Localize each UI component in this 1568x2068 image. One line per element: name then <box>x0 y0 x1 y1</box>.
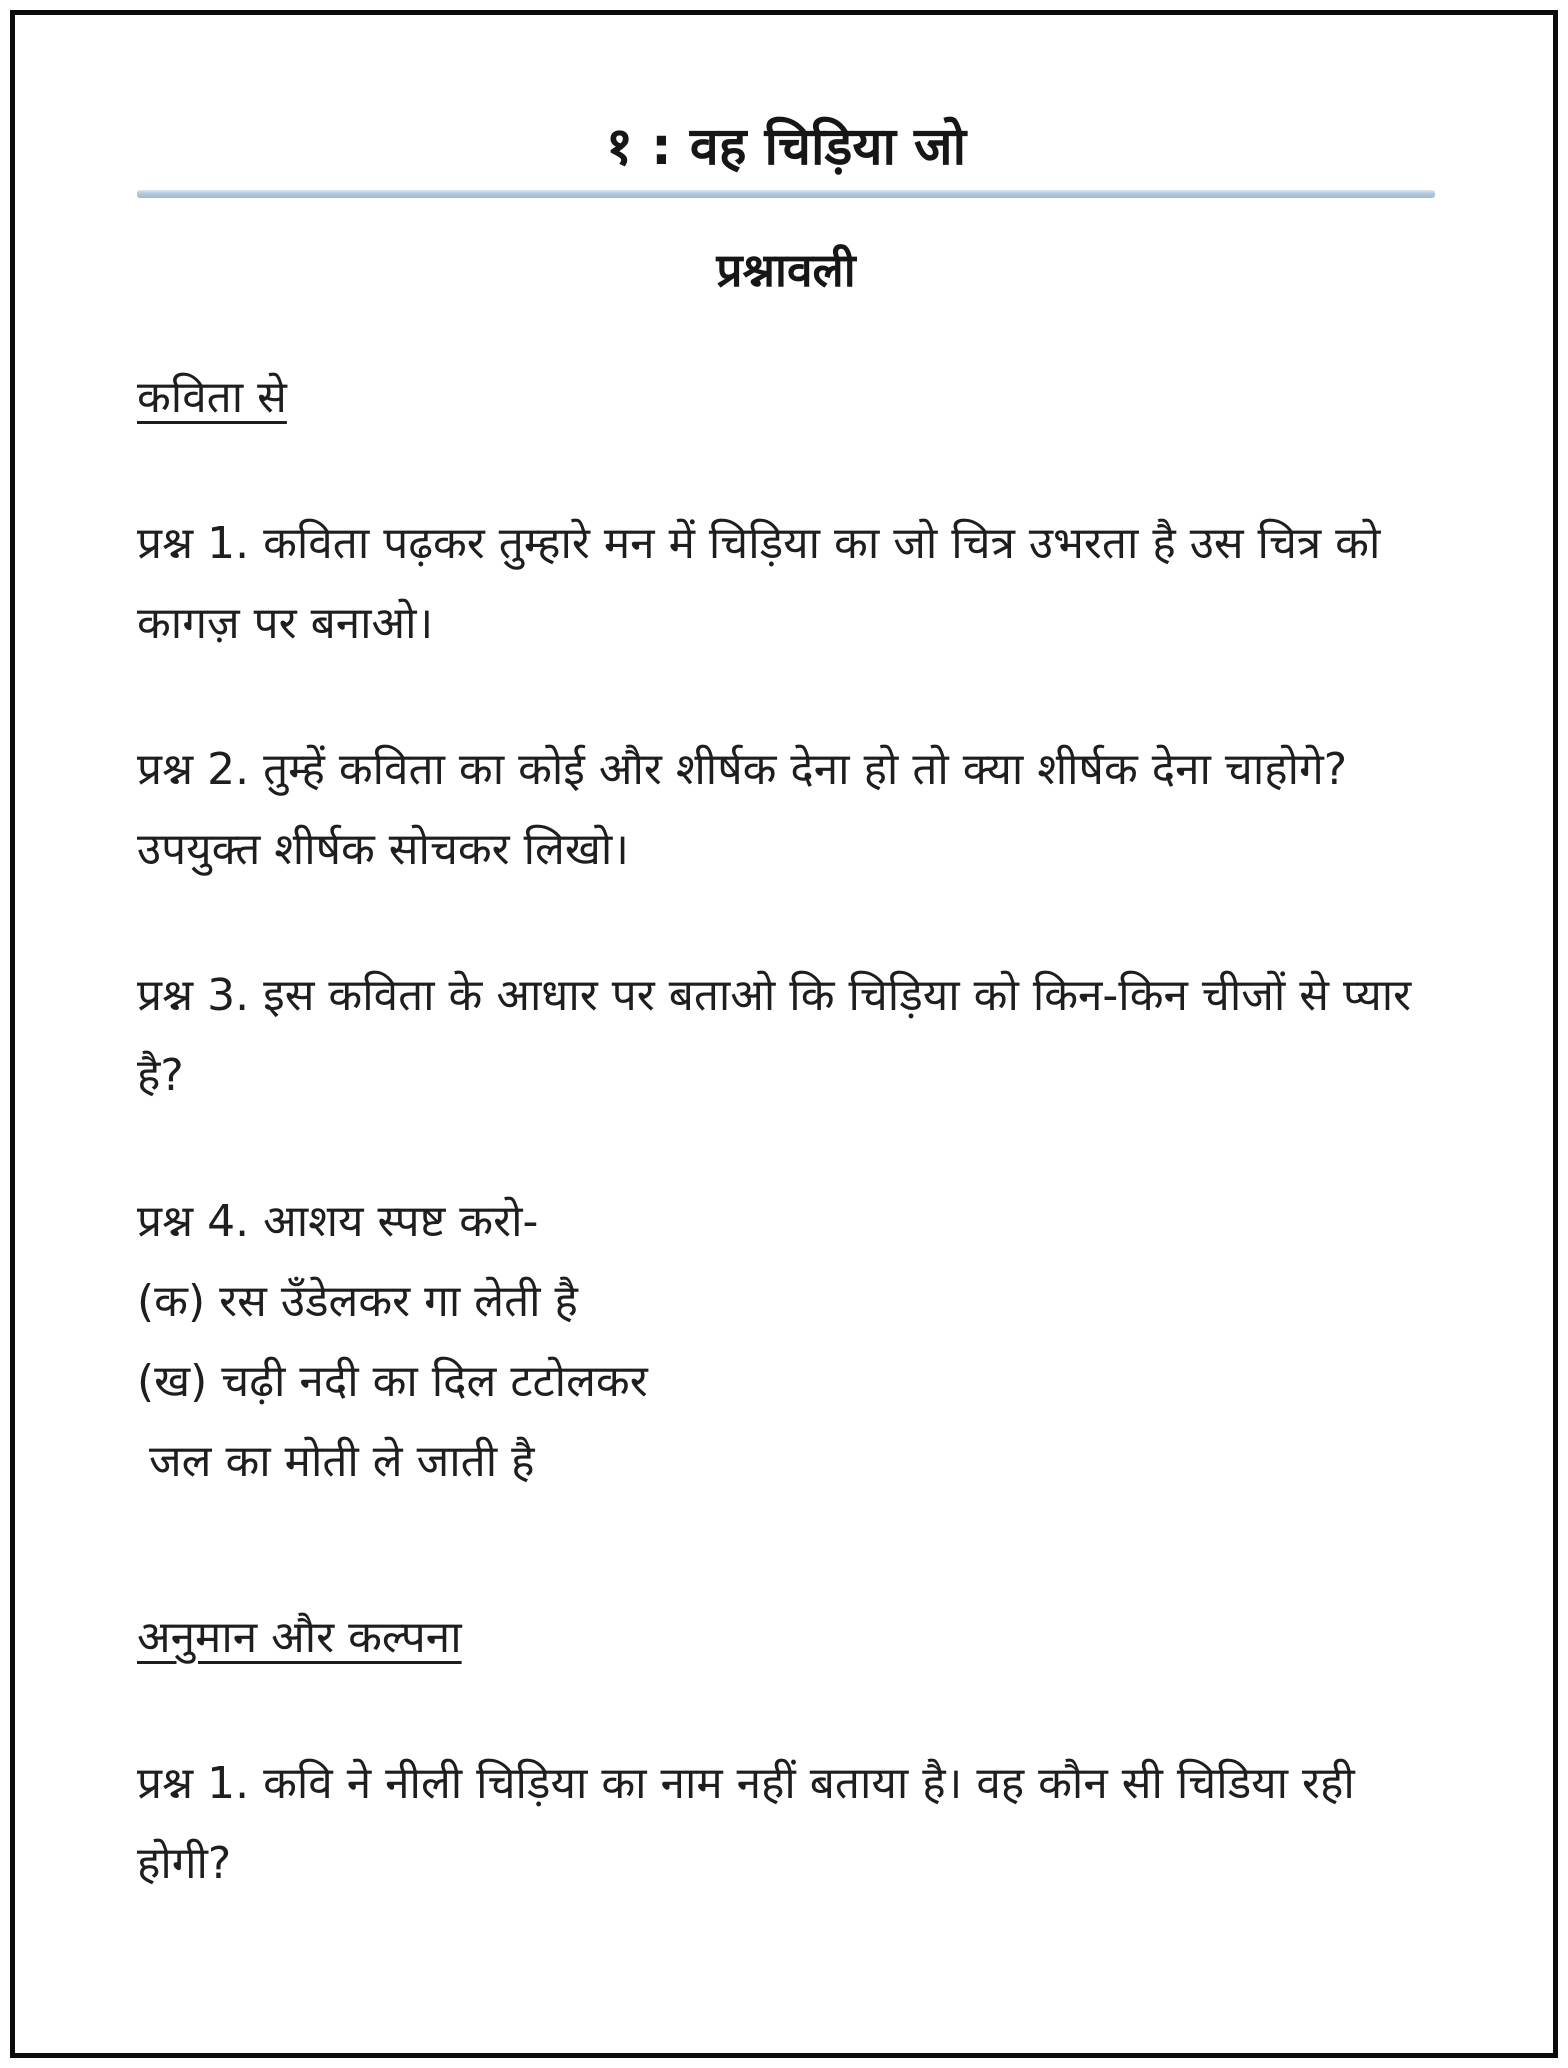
section-heading-kavita-se: कविता से <box>137 371 287 423</box>
page-content <box>15 115 1553 1904</box>
page-subtitle: प्रश्नावली <box>716 243 856 297</box>
section-heading-anuman-aur-kalpana: अनुमान और कल्पना <box>137 1611 462 1663</box>
question-3-kavita-se: प्रश्न 3. इस कविता के आधार पर बताओ कि चिड़िया को किन-किन चीजों से प्यार है? <box>137 969 1412 1101</box>
page-title: १ : वह चिड़िया जो <box>605 117 967 177</box>
question-4-option-kha-line-2: जल का मोती ले जाती है <box>149 1435 535 1487</box>
question-1-anuman-aur-kalpana: प्रश्न 1. कवि ने नीली चिड़िया का नाम नहीं बताया है। वह कौन सी चिडिया रही होगी? <box>137 1757 1355 1889</box>
question-4-kavita-se <box>137 1182 1435 1502</box>
page-border-frame <box>10 10 1558 2058</box>
question-1-kavita-se: प्रश्न 1. कविता पढ़कर तुम्हारे मन में चिड़िया का जो चित्र उभरता है उस चित्र को कागज़ पर बनाओ। <box>137 517 1381 649</box>
question-4-option-ka: (क) रस उँडेलकर गा लेती है <box>137 1275 578 1327</box>
question-2-kavita-se: प्रश्न 2. तुम्हें कविता का कोई और शीर्षक देना हो तो क्या शीर्षक देना चाहोगे? उपयुक्त शीर्षक सोचकर लिखो। <box>137 743 1348 875</box>
question-4-option-kha-line-1: (ख) चढ़ी नदी का दिल टटोलकर <box>137 1355 648 1407</box>
title-underline-rule <box>137 190 1435 198</box>
question-4-intro: प्रश्न 4. आशय स्पष्ट करो- <box>137 1195 539 1247</box>
